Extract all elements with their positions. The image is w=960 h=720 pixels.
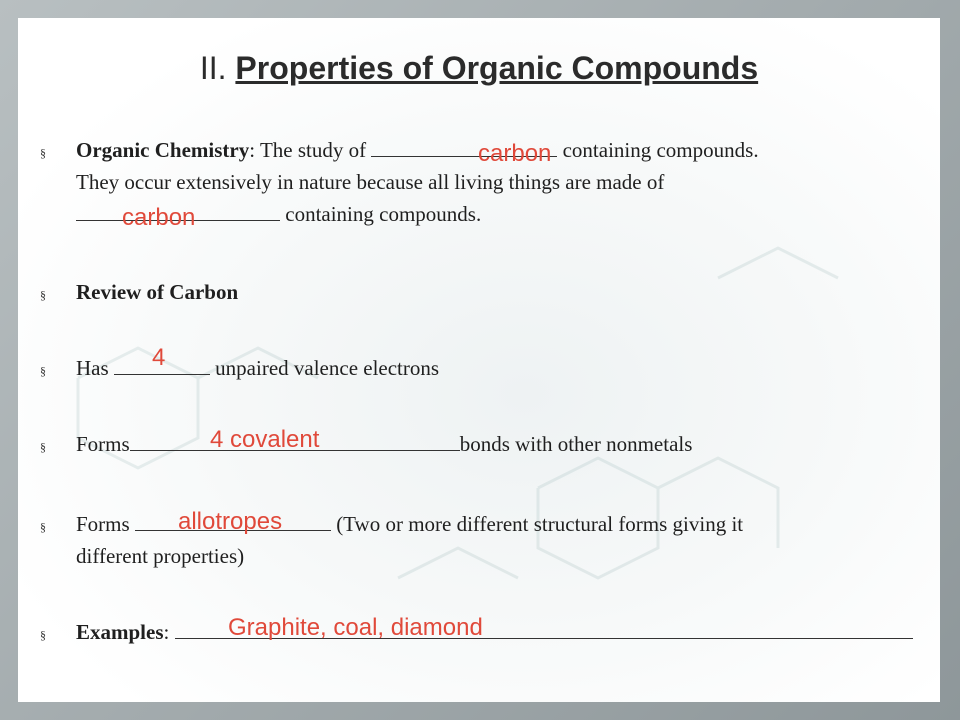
bullet-5-line-2: different properties) [76, 544, 245, 568]
title-text: Properties of Organic Compounds [235, 50, 759, 86]
bullet-1-line-2: They occur extensively in nature because all living things are made of [76, 170, 665, 194]
bullet-3-line: Has unpaired valence electrons [76, 356, 440, 380]
page-title [18, 50, 940, 87]
answer-6: Graphite, coal, diamond [228, 614, 483, 641]
bullet-1-line-3: containing compounds. [76, 202, 481, 227]
slide: II. Properties of Organic Compounds § Organic Chemistry: The study of containing compounds. carbon They occur extensively in nature because all living things are made of containing compounds. carbon § Review of Carbon § Has unpaired valence electrons 4 § Forms bonds with other nonmetals 4 covalent § Forms (Two or more different structural forms giving it allotropes different properties) § Examples: Graphite, coal, diamond [18, 18, 940, 702]
answer-1: carbon [478, 140, 552, 167]
title-roman: II. [199, 50, 227, 86]
answer-4: 4 covalent [210, 426, 320, 453]
answer-3: 4 [152, 344, 166, 371]
term-examples: Examples [76, 620, 164, 644]
bullet-6-line: Examples: [76, 620, 913, 645]
bullet-1-line-1: Organic Chemistry: The study of containing compounds. [76, 138, 759, 162]
bullet-5-line-1: Forms (Two or more different structural forms giving it [76, 512, 744, 536]
bullet-2-review-of-carbon: Review of Carbon [76, 280, 239, 304]
bullet-4-line: Forms bonds with other nonmetals [76, 432, 693, 456]
answer-5: allotropes [178, 508, 283, 535]
term-organic-chemistry: Organic Chemistry [76, 138, 250, 162]
blank-3 [114, 373, 210, 375]
answer-2: carbon [122, 204, 196, 231]
